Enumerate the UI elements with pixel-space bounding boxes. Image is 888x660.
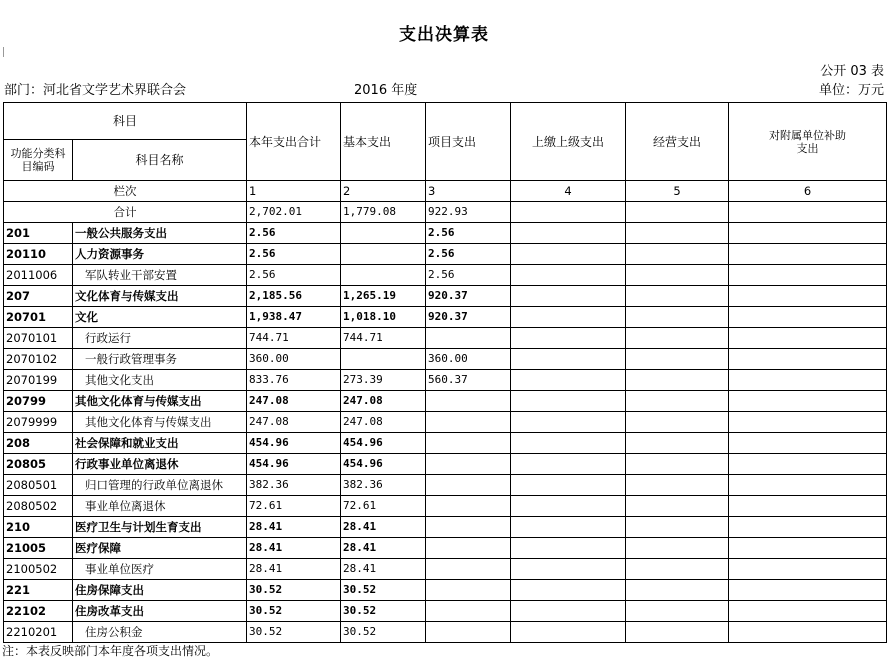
- row-business: [626, 244, 729, 265]
- row-upper: [511, 349, 626, 370]
- table-row: [4, 223, 887, 244]
- row-upper: [511, 559, 626, 580]
- row-subsidy: [729, 307, 887, 328]
- row-code: 2070102: [4, 349, 73, 370]
- header-subject-name: 科目名称: [73, 140, 247, 181]
- header-subsidy: 对附属单位补助支出: [729, 103, 887, 181]
- row-business: [626, 601, 729, 622]
- row-basic: 1,265.19: [341, 286, 426, 307]
- column-number-3: 3: [426, 181, 511, 202]
- row-upper: [511, 433, 626, 454]
- row-project: [426, 601, 511, 622]
- row-total: 833.76: [247, 370, 341, 391]
- table-row: [4, 559, 887, 580]
- row-total: 454.96: [247, 454, 341, 475]
- table-row: [4, 622, 887, 643]
- row-basic: 273.39: [341, 370, 426, 391]
- row-basic: 247.08: [341, 412, 426, 433]
- row-name: 军队转业干部安置: [73, 265, 247, 286]
- row-subsidy: [729, 496, 887, 517]
- row-business: [626, 538, 729, 559]
- row-subsidy: [729, 286, 887, 307]
- row-code: 20701: [4, 307, 73, 328]
- row-project: 920.37: [426, 286, 511, 307]
- row-upper: [511, 244, 626, 265]
- row-total: 2,185.56: [247, 286, 341, 307]
- row-code: 22102: [4, 601, 73, 622]
- row-name: 住房保障支出: [73, 580, 247, 601]
- totals-row: [4, 202, 887, 223]
- column-number-label: 栏次: [4, 181, 247, 202]
- row-code: 2210201: [4, 622, 73, 643]
- row-total: 28.41: [247, 538, 341, 559]
- row-project: 2.56: [426, 265, 511, 286]
- row-subsidy: [729, 517, 887, 538]
- table-row: [4, 496, 887, 517]
- row-subsidy: [729, 244, 887, 265]
- page-title: 支出决算表: [399, 25, 489, 45]
- table-row: [4, 370, 887, 391]
- row-business: [626, 517, 729, 538]
- row-name: 其他文化体育与传媒支出: [73, 391, 247, 412]
- column-number-1: 1: [247, 181, 341, 202]
- column-number-5: 5: [626, 181, 729, 202]
- row-business: [626, 412, 729, 433]
- footer-note: 注：本表反映部门本年度各项支出情况。: [2, 644, 219, 658]
- row-business: [626, 580, 729, 601]
- row-name: 医疗卫生与计划生育支出: [73, 517, 247, 538]
- row-project: [426, 391, 511, 412]
- row-name: 文化体育与传媒支出: [73, 286, 247, 307]
- row-name: 其他文化支出: [73, 370, 247, 391]
- row-project: 360.00: [426, 349, 511, 370]
- row-total: 744.71: [247, 328, 341, 349]
- row-code: 2011006: [4, 265, 73, 286]
- row-code: 20805: [4, 454, 73, 475]
- row-business: [626, 433, 729, 454]
- row-business: [626, 370, 729, 391]
- row-business: [626, 265, 729, 286]
- row-basic: 28.41: [341, 517, 426, 538]
- row-project: [426, 328, 511, 349]
- row-business: [626, 622, 729, 643]
- totals-subsidy: [729, 202, 887, 223]
- row-project: [426, 580, 511, 601]
- row-total: 360.00: [247, 349, 341, 370]
- header-business: 经营支出: [626, 103, 729, 181]
- row-basic: 30.52: [341, 622, 426, 643]
- column-number-row: [4, 181, 887, 202]
- row-basic: 72.61: [341, 496, 426, 517]
- table-row: [4, 349, 887, 370]
- row-basic: 28.41: [341, 559, 426, 580]
- table-row: [4, 580, 887, 601]
- row-name: 行政事业单位离退休: [73, 454, 247, 475]
- row-project: 920.37: [426, 307, 511, 328]
- row-name: 一般行政管理事务: [73, 349, 247, 370]
- totals-business: [626, 202, 729, 223]
- row-upper: [511, 538, 626, 559]
- row-upper: [511, 412, 626, 433]
- column-number-4: 4: [511, 181, 626, 202]
- row-subsidy: [729, 223, 887, 244]
- row-total: 28.41: [247, 559, 341, 580]
- row-code: 201: [4, 223, 73, 244]
- row-project: [426, 475, 511, 496]
- row-basic: [341, 349, 426, 370]
- row-business: [626, 307, 729, 328]
- row-code: 2080501: [4, 475, 73, 496]
- row-upper: [511, 328, 626, 349]
- row-business: [626, 286, 729, 307]
- row-upper: [511, 580, 626, 601]
- expenditure-table: [3, 102, 887, 643]
- header-upper: 上缴上级支出: [511, 103, 626, 181]
- totals-upper: [511, 202, 626, 223]
- table-row: [4, 538, 887, 559]
- department-label: 部门：河北省文学艺术界联合会: [4, 83, 187, 98]
- row-total: 30.52: [247, 622, 341, 643]
- row-name: 事业单位医疗: [73, 559, 247, 580]
- row-project: [426, 559, 511, 580]
- row-project: [426, 496, 511, 517]
- row-name: 行政运行: [73, 328, 247, 349]
- row-project: [426, 538, 511, 559]
- row-total: 2.56: [247, 265, 341, 286]
- row-code: 207: [4, 286, 73, 307]
- row-code: 208: [4, 433, 73, 454]
- row-subsidy: [729, 622, 887, 643]
- totals-basic: 1,779.08: [341, 202, 426, 223]
- table-row: [4, 307, 887, 328]
- table-row: [4, 601, 887, 622]
- row-code: 2079999: [4, 412, 73, 433]
- row-name: 医疗保障: [73, 538, 247, 559]
- row-code: 20799: [4, 391, 73, 412]
- row-name: 社会保障和就业支出: [73, 433, 247, 454]
- row-subsidy: [729, 370, 887, 391]
- row-total: 1,938.47: [247, 307, 341, 328]
- row-name: 文化: [73, 307, 247, 328]
- column-number-2: 2: [341, 181, 426, 202]
- row-subsidy: [729, 601, 887, 622]
- row-name: 住房改革支出: [73, 601, 247, 622]
- row-basic: 382.36: [341, 475, 426, 496]
- row-project: 2.56: [426, 223, 511, 244]
- row-basic: [341, 265, 426, 286]
- row-upper: [511, 475, 626, 496]
- table-row: [4, 517, 887, 538]
- row-basic: 454.96: [341, 454, 426, 475]
- row-upper: [511, 307, 626, 328]
- row-total: 72.61: [247, 496, 341, 517]
- table-row: [4, 244, 887, 265]
- row-project: 560.37: [426, 370, 511, 391]
- year-label: 2016 年度: [354, 83, 418, 98]
- row-subsidy: [729, 349, 887, 370]
- row-code: 210: [4, 517, 73, 538]
- row-total: 247.08: [247, 391, 341, 412]
- row-upper: [511, 286, 626, 307]
- row-total: 382.36: [247, 475, 341, 496]
- row-basic: 247.08: [341, 391, 426, 412]
- row-total: 28.41: [247, 517, 341, 538]
- row-project: [426, 433, 511, 454]
- unit-label: 单位：万元: [818, 83, 884, 98]
- row-business: [626, 475, 729, 496]
- row-total: 247.08: [247, 412, 341, 433]
- row-upper: [511, 496, 626, 517]
- table-row: [4, 391, 887, 412]
- totals-total: 2,702.01: [247, 202, 341, 223]
- row-business: [626, 328, 729, 349]
- row-code: 2100502: [4, 559, 73, 580]
- row-upper: [511, 391, 626, 412]
- row-basic: [341, 244, 426, 265]
- header-subject: 科目: [4, 103, 247, 140]
- row-subsidy: [729, 391, 887, 412]
- row-code: 2080502: [4, 496, 73, 517]
- row-subsidy: [729, 454, 887, 475]
- row-business: [626, 391, 729, 412]
- row-code: 20110: [4, 244, 73, 265]
- row-project: [426, 517, 511, 538]
- row-total: 2.56: [247, 223, 341, 244]
- header-basic: 基本支出: [341, 103, 426, 181]
- row-code: 21005: [4, 538, 73, 559]
- row-upper: [511, 601, 626, 622]
- row-basic: [341, 223, 426, 244]
- row-basic: 744.71: [341, 328, 426, 349]
- corner-marker: [3, 47, 5, 57]
- row-business: [626, 349, 729, 370]
- row-subsidy: [729, 328, 887, 349]
- row-business: [626, 559, 729, 580]
- row-subsidy: [729, 538, 887, 559]
- row-basic: 30.52: [341, 580, 426, 601]
- row-project: 2.56: [426, 244, 511, 265]
- row-total: 454.96: [247, 433, 341, 454]
- row-upper: [511, 223, 626, 244]
- row-business: [626, 223, 729, 244]
- row-code: 2070199: [4, 370, 73, 391]
- table-row: [4, 433, 887, 454]
- header-project: 项目支出: [426, 103, 511, 181]
- row-name: 其他文化体育与传媒支出: [73, 412, 247, 433]
- header-row-1: [4, 103, 887, 140]
- header-total: 本年支出合计: [247, 103, 341, 181]
- totals-project: 922.93: [426, 202, 511, 223]
- column-number-6: 6: [729, 181, 887, 202]
- row-upper: [511, 265, 626, 286]
- row-name: 归口管理的行政单位离退休: [73, 475, 247, 496]
- row-project: [426, 412, 511, 433]
- row-upper: [511, 517, 626, 538]
- row-subsidy: [729, 559, 887, 580]
- totals-label: 合计: [4, 202, 247, 223]
- row-business: [626, 454, 729, 475]
- table-row: [4, 454, 887, 475]
- row-basic: 28.41: [341, 538, 426, 559]
- table-row: [4, 328, 887, 349]
- form-number: 公开 03 表: [820, 64, 884, 79]
- row-code: 221: [4, 580, 73, 601]
- row-subsidy: [729, 475, 887, 496]
- table-row: [4, 412, 887, 433]
- row-basic: 1,018.10: [341, 307, 426, 328]
- table-row: [4, 286, 887, 307]
- row-total: 30.52: [247, 580, 341, 601]
- row-project: [426, 454, 511, 475]
- row-name: 一般公共服务支出: [73, 223, 247, 244]
- table-row: [4, 475, 887, 496]
- row-subsidy: [729, 433, 887, 454]
- row-basic: 30.52: [341, 601, 426, 622]
- row-name: 住房公积金: [73, 622, 247, 643]
- table-row: [4, 265, 887, 286]
- row-total: 30.52: [247, 601, 341, 622]
- row-basic: 454.96: [341, 433, 426, 454]
- header-func-code: 功能分类科目编码: [4, 140, 73, 181]
- row-subsidy: [729, 412, 887, 433]
- row-upper: [511, 370, 626, 391]
- row-total: 2.56: [247, 244, 341, 265]
- row-business: [626, 496, 729, 517]
- row-subsidy: [729, 265, 887, 286]
- row-name: 事业单位离退休: [73, 496, 247, 517]
- row-name: 人力资源事务: [73, 244, 247, 265]
- row-code: 2070101: [4, 328, 73, 349]
- row-subsidy: [729, 580, 887, 601]
- row-project: [426, 622, 511, 643]
- row-upper: [511, 622, 626, 643]
- row-upper: [511, 454, 626, 475]
